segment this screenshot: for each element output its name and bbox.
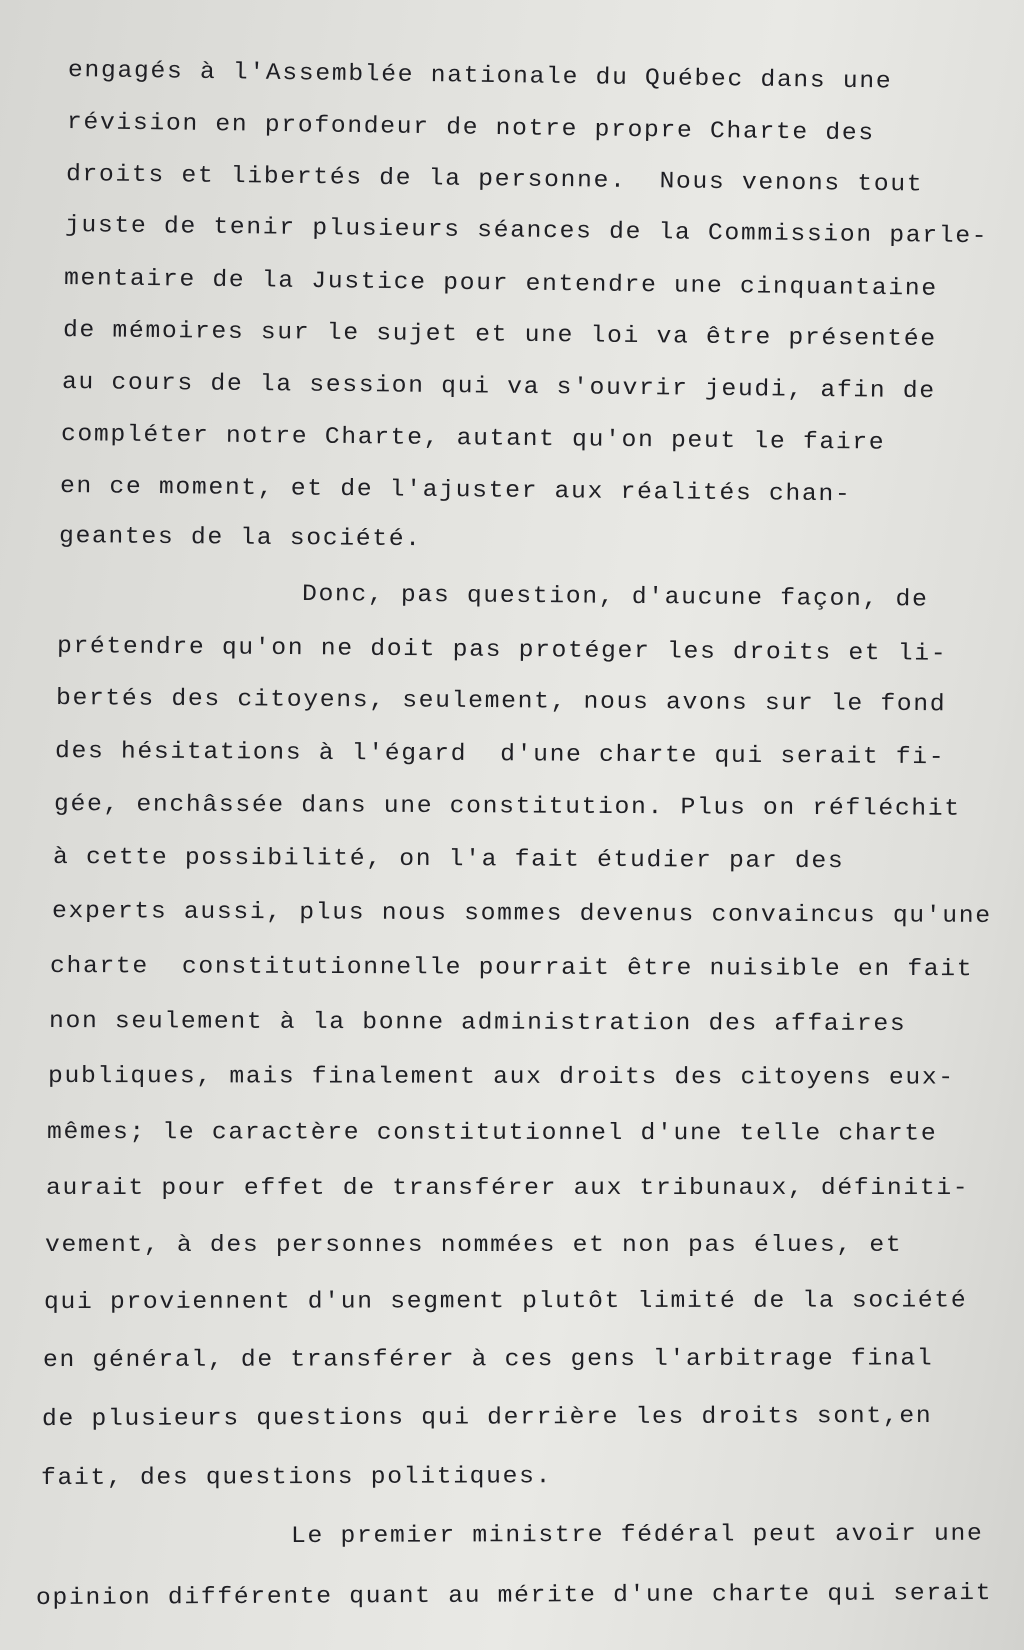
text-line: non seulement à la bonne administration des affaires <box>48 1008 907 1038</box>
text-line: charte constitutionnelle pourrait être nuisible en fait <box>49 953 974 984</box>
text-line: compléter notre Charte, autant qu'on peut le faire <box>60 421 886 457</box>
text-line: publiques, mais finalement aux droits des citoyens eux- <box>47 1063 955 1092</box>
text-line: experts aussi, plus nous sommes devenus convaincus qu'une <box>51 898 992 930</box>
text-line: révision en profondeur de notre propre Charte des <box>66 109 876 148</box>
text-line: Donc, pas question, d'aucune façon, de <box>301 581 929 614</box>
text-line: en général, de transférer à ces gens l'arbitrage final <box>42 1345 934 1374</box>
text-line: engagés à l'Assemblée nationale du Québec dans une <box>67 57 893 96</box>
text-line: mêmes; le caractère constitutionnel d'une telle charte <box>46 1119 938 1148</box>
text-line: droits et libertés de la personne. Nous venons tout <box>65 161 924 199</box>
text-line: juste de tenir plusieurs séances de la Commission parle- <box>64 212 989 251</box>
text-line: à cette possibilité, on l'a fait étudier par des <box>52 844 845 876</box>
text-line: au cours de la session qui va s'ouvrir jeudi, afin de <box>61 369 936 406</box>
text-line: gée, enchâssée dans une constitution. Plus on réfléchit <box>53 791 961 823</box>
text-line: prétendre qu'on ne doit pas protéger les droits et li- <box>56 633 948 668</box>
text-line: bertés des citoyens, seulement, nous avons sur le fond <box>55 685 947 719</box>
text-line: opinion différente quant au mérite d'une charte qui serait <box>35 1579 993 1612</box>
text-line: geantes de la société. <box>58 523 422 554</box>
text-line: mentaire de la Justice pour entendre une cinquantaine <box>63 265 938 303</box>
text-line: vement, à des personnes nommées et non pas élues, et <box>45 1232 903 1259</box>
text-line: de plusieurs questions qui derrière les droits sont,en <box>41 1402 933 1433</box>
text-line: fait, des questions politiques. <box>40 1463 553 1492</box>
text-line: en ce moment, et de l'ajuster aux réalités chan- <box>59 473 852 509</box>
text-line: des hésitations à l'égard d'une charte qui serait fi- <box>54 738 946 772</box>
text-line: aurait pour effet de transférer aux tribunaux, définiti- <box>46 1175 970 1202</box>
text-line: qui proviennent d'un segment plutôt limité de la société <box>43 1287 968 1316</box>
text-line: de mémoires sur le sujet et une loi va être présentée <box>62 317 937 354</box>
text-line: Le premier ministre fédéral peut avoir une <box>290 1520 984 1550</box>
